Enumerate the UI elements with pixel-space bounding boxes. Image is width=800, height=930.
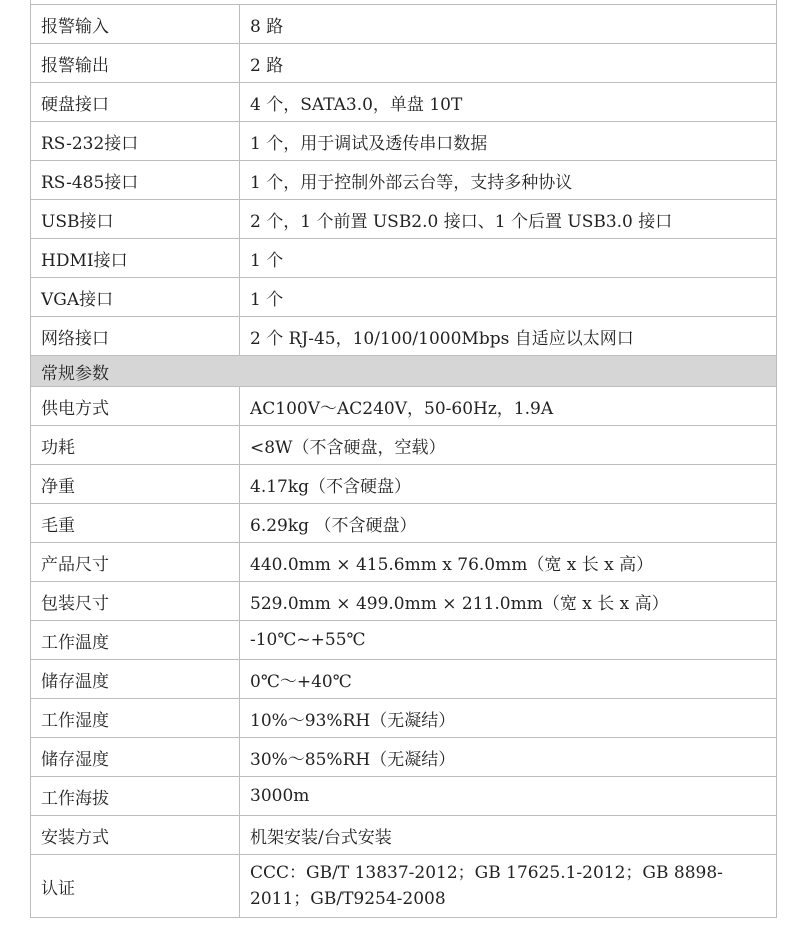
spec-value: 2 个，1 个前置 USB2.0 接口、1 个后置 USB3.0 接口 (240, 200, 777, 239)
table-row (31, 161, 777, 200)
spec-value: CCC：GB/T 13837-2012；GB 17625.1-2012；GB 8898-2011；GB/T9254-2008 (240, 855, 777, 918)
spec-key: 净重 (31, 465, 240, 504)
spec-key: 功耗 (31, 426, 240, 465)
spec-value: 6.29kg （不含硬盘） (240, 504, 777, 543)
table-row (31, 200, 777, 239)
table-row (31, 278, 777, 317)
table-row (31, 543, 777, 582)
spec-key: 工作湿度 (31, 699, 240, 738)
spec-key: RS-485接口 (31, 161, 240, 200)
spec-value: 2 路 (240, 44, 777, 83)
table-row (31, 239, 777, 278)
spec-value: 1 个 (240, 278, 777, 317)
table-row (31, 504, 777, 543)
table-row (31, 777, 777, 816)
spec-key: 工作温度 (31, 621, 240, 660)
spec-table (30, 4, 777, 918)
spec-key: 报警输出 (31, 44, 240, 83)
spec-value: 3000m (240, 777, 777, 816)
table-row (31, 660, 777, 699)
table-row (31, 387, 777, 426)
table-row (31, 5, 777, 44)
table-row (31, 699, 777, 738)
spec-value: 2 个 RJ-45，10/100/1000Mbps 自适应以太网口 (240, 317, 777, 356)
spec-value: 机架安装/台式安装 (240, 816, 777, 855)
spec-key: HDMI接口 (31, 239, 240, 278)
spec-value: -10℃~+55℃ (240, 621, 777, 660)
spec-key: 报警输入 (31, 5, 240, 44)
spec-key: 安装方式 (31, 816, 240, 855)
spec-value: 8 路 (240, 5, 777, 44)
spec-value: 1 个 (240, 239, 777, 278)
spec-key: RS-232接口 (31, 122, 240, 161)
spec-value: 10%～93%RH（无凝结） (240, 699, 777, 738)
spec-value: 4.17kg（不含硬盘） (240, 465, 777, 504)
spec-key: 产品尺寸 (31, 543, 240, 582)
spec-value: 1 个，用于控制外部云台等，支持多种协议 (240, 161, 777, 200)
table-row (31, 83, 777, 122)
spec-value: 529.0mm × 499.0mm × 211.0mm（宽 x 长 x 高） (240, 582, 777, 621)
table-row (31, 465, 777, 504)
spec-value: AC100V～AC240V，50-60Hz，1.9A (240, 387, 777, 426)
spec-key: VGA接口 (31, 278, 240, 317)
spec-value: <8W（不含硬盘，空载） (240, 426, 777, 465)
spec-value: 1 个，用于调试及透传串口数据 (240, 122, 777, 161)
table-row (31, 317, 777, 356)
table-row (31, 816, 777, 855)
spec-key: 储存湿度 (31, 738, 240, 777)
spec-value: 30%～85%RH（无凝结） (240, 738, 777, 777)
table-row (31, 426, 777, 465)
spec-key: 储存温度 (31, 660, 240, 699)
spec-key: 毛重 (31, 504, 240, 543)
spec-value: 0℃～+40℃ (240, 660, 777, 699)
section-header-row (31, 356, 777, 387)
spec-key: 硬盘接口 (31, 83, 240, 122)
spec-key: 工作海拔 (31, 777, 240, 816)
spec-key: USB接口 (31, 200, 240, 239)
table-row (31, 122, 777, 161)
spec-key: 网络接口 (31, 317, 240, 356)
spec-value: 4 个，SATA3.0，单盘 10T (240, 83, 777, 122)
table-row (31, 738, 777, 777)
spec-value: 440.0mm × 415.6mm x 76.0mm（宽 x 长 x 高） (240, 543, 777, 582)
section-title: 常规参数 (31, 356, 777, 387)
table-row (31, 582, 777, 621)
spec-key: 认证 (31, 855, 240, 918)
table-row (31, 44, 777, 83)
table-row (31, 621, 777, 660)
table-row (31, 855, 777, 918)
spec-key: 供电方式 (31, 387, 240, 426)
spec-key: 包装尺寸 (31, 582, 240, 621)
